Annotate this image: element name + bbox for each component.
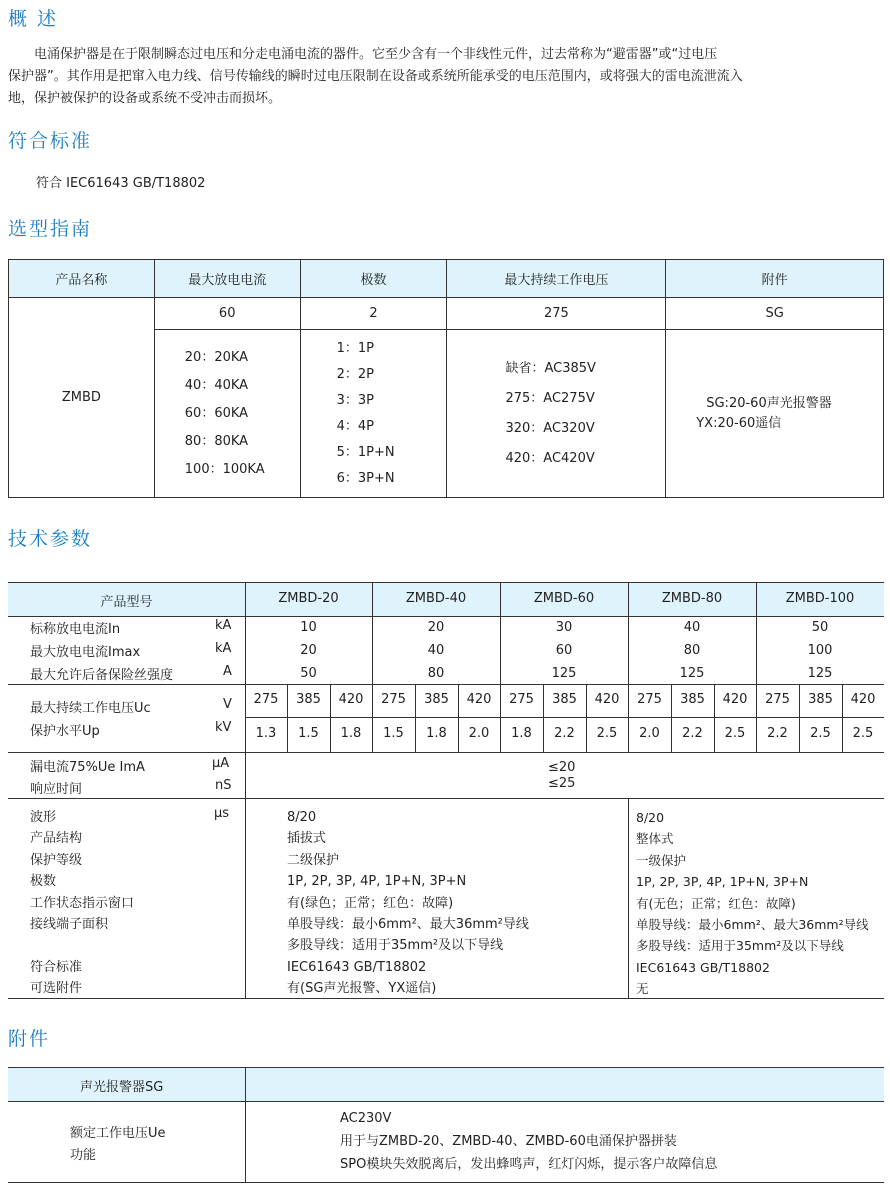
up-value: 2.5 (724, 726, 746, 741)
up-value: 2.0 (468, 726, 490, 741)
up-value: 2.2 (554, 726, 575, 741)
uc-value: 385 (424, 692, 449, 707)
uc-value: 385 (680, 692, 705, 707)
voltage-option: 缺省：AC385V (505, 360, 596, 376)
pole-option: 5：1P+N (336, 444, 395, 460)
voltage-option: 275：AC275V (505, 390, 595, 406)
feature-right: 整体式 (636, 831, 674, 847)
current-option: 100：100KA (184, 461, 265, 477)
resp-value: ≤25 (548, 776, 576, 791)
tech-line (8, 616, 884, 617)
resp-unit: nS (215, 778, 232, 793)
feature-left: 有(绿色；正常；红色：故障) (287, 895, 454, 911)
param-value: 125 (807, 666, 833, 681)
pole-option: 1：1P (336, 340, 375, 356)
param-name: 标称放电电流In (30, 622, 121, 637)
selection-current-options (154, 330, 300, 498)
param-value: 125 (551, 666, 577, 681)
feature-left: 多股导线：适用于35mm²及以下导线 (287, 938, 504, 954)
param-unit: A (223, 664, 232, 679)
overview-line-1: 电涌保护器是在于限制瞬态过电压和分走电涌电流的器件。它至少含有一个非线性元件，过去常称为“避雷器”或“过电压 (34, 47, 718, 62)
param-unit: kA (215, 641, 232, 656)
accessory-lines (340, 1107, 717, 1176)
param-value: 60 (555, 643, 573, 658)
selection-code-current: 60 (154, 298, 300, 330)
feature-left: 1P, 2P, 3P, 4P, 1P+N, 3P+N (287, 874, 467, 890)
up-value: 1.8 (340, 726, 362, 741)
leak-unit: μA (212, 756, 230, 771)
uc-value: 275 (509, 692, 534, 707)
voltage-option: 420：AC420V (505, 450, 595, 466)
param-value: 50 (300, 666, 317, 681)
selection-table (8, 259, 884, 498)
uc-unit: V (223, 697, 232, 712)
up-value: 1.5 (298, 726, 319, 741)
accessory-line-text: 用于与ZMBD-20、ZMBD-40、ZMBD-60电涌保护器拼装 (340, 1134, 677, 1149)
feature-name: 接线端子面积 (30, 917, 109, 933)
selection-code-poles: 2 (300, 298, 447, 330)
feature-left: 二级保护 (287, 852, 340, 868)
waveform-unit: μs (214, 806, 230, 821)
selection-code-row (9, 298, 884, 330)
up-value: 2.0 (639, 726, 660, 741)
up-value: 2.2 (767, 726, 788, 741)
feature-right: 1P, 2P, 3P, 4P, 1P+N, 3P+N (636, 874, 809, 890)
selection-product: ZMBD (9, 298, 155, 498)
feature-name (30, 935, 134, 956)
selection-voltage-options (447, 330, 666, 498)
current-option: 60：60KA (184, 405, 249, 421)
pole-option: 3：3P (336, 392, 375, 408)
tech-model-header: 产品型号 (100, 595, 153, 610)
pole-option: 2：2P (336, 366, 375, 382)
feature-right: 多股导线：适用于35mm²及以下导线 (636, 938, 844, 954)
overview-line-3: 地，保护被保护的设备或系统不受冲击而损坏。 (8, 91, 282, 106)
accessory-line-text: AC230V (340, 1111, 392, 1126)
accessory-line (8, 1182, 884, 1183)
tech-heading: 技术参数 (8, 528, 93, 550)
accessory-label: 额定工作电压Ue (70, 1126, 166, 1141)
up-value: 1.3 (255, 726, 277, 741)
standard-heading: 符合标准 (8, 130, 93, 152)
param-name: 最大放电电流Imax (30, 645, 141, 660)
feature-names (30, 807, 134, 1000)
uc-value: 275 (637, 692, 662, 707)
accessory-line-text: SPO模块失效脱离后，发出蜂鸣声，红灯闪烁，提示客户故障信息 (340, 1157, 718, 1172)
uc-value: 420 (466, 692, 492, 707)
leak-name: 漏电流75%Ue ImA (30, 760, 145, 775)
uc-value: 275 (381, 692, 406, 707)
selection-code-accessory: SG (666, 298, 884, 330)
tech-model-5: ZMBD-100 (785, 591, 855, 606)
feature-name: 波形 (30, 810, 57, 825)
accessory-line (8, 1101, 884, 1102)
tech-model-4: ZMBD-80 (661, 591, 723, 606)
feature-name: 极数 (30, 874, 57, 890)
overview-heading: 概 述 (8, 8, 59, 30)
tech-line (628, 798, 629, 998)
param-value: 30 (555, 620, 573, 635)
up-name: 保护水平Up (30, 724, 100, 739)
up-value: 2.5 (810, 726, 831, 741)
resp-name: 响应时间 (30, 782, 83, 797)
current-option: 80：80KA (184, 433, 249, 449)
selection-accessory-options (666, 330, 884, 498)
uc-value: 385 (552, 692, 577, 707)
feature-name: 保护等级 (30, 852, 83, 868)
param-unit: kA (215, 618, 232, 633)
selection-header-row (9, 260, 884, 298)
feature-left: 8/20 (287, 810, 317, 825)
up-value: 1.8 (511, 726, 532, 741)
selection-header-voltage: 最大持续工作电压 (447, 260, 666, 298)
uc-value: 420 (594, 692, 620, 707)
selection-header-accessory: 附件 (666, 260, 884, 298)
tech-line (245, 717, 884, 718)
tech-line (8, 798, 884, 799)
param-value: 100 (807, 643, 833, 658)
uc-value: 385 (296, 692, 321, 707)
feature-right: 有(无色；正常；红色：故障) (636, 895, 796, 911)
accessory-line (245, 1067, 246, 1182)
param-value: 125 (679, 666, 705, 681)
accessory-heading: 附件 (8, 1028, 51, 1050)
up-value: 2.2 (682, 726, 703, 741)
param-value: 20 (300, 643, 317, 658)
tech-line (8, 752, 884, 753)
uc-value: 275 (765, 692, 790, 707)
uc-value: 420 (338, 692, 364, 707)
param-value: 80 (683, 643, 701, 658)
feature-right: 单股导线：最小6mm²、最大36mm²导线 (636, 917, 869, 933)
feature-left: 单股导线：最小6mm²、最大36mm²导线 (287, 917, 529, 933)
selection-header-poles: 极数 (300, 260, 447, 298)
selection-pole-options (300, 330, 447, 498)
param-value: 50 (811, 620, 829, 635)
uc-value: 420 (722, 692, 748, 707)
accessory-option: YX:20-60遥信 (696, 415, 782, 431)
accessory-labels (70, 1123, 166, 1167)
current-option: 20：20KA (184, 349, 249, 365)
up-value: 1.5 (383, 726, 404, 741)
features-right (636, 807, 869, 1000)
feature-name: 产品结构 (30, 831, 83, 847)
standard-text: 符合 IEC61643 GB/T18802 (36, 176, 206, 191)
up-value: 2.5 (852, 726, 874, 741)
param-value: 20 (427, 620, 445, 635)
up-unit: kV (215, 720, 232, 735)
feature-right: 8/20 (636, 810, 665, 825)
pole-option: 6：3P+N (336, 470, 395, 486)
uc-value: 385 (808, 692, 833, 707)
up-value: 1.8 (426, 726, 447, 741)
feature-left: IEC61643 GB/T18802 (287, 959, 427, 975)
feature-right: 一级保护 (636, 852, 687, 868)
feature-left: 插拔式 (287, 831, 327, 847)
param-name: 最大允许后备保险丝强度 (30, 668, 174, 683)
param-value: 40 (427, 643, 445, 658)
overview-line-2: 保护器”。其作用是把窜入电力线、信号传输线的瞬时过电压限制在设备或系统所能承受的电压范围内，或将强大的雷电流泄流入 (8, 69, 743, 84)
feature-name: 符合标准 (30, 959, 83, 975)
param-value: 10 (300, 620, 317, 635)
selection-code-voltage: 275 (447, 298, 666, 330)
selection-header-current: 最大放电电流 (154, 260, 300, 298)
feature-name: 可选附件 (30, 981, 83, 997)
uc-name: 最大持续工作电压Uc (30, 701, 151, 716)
accessory-option: SG:20-60声光报警器 (706, 395, 832, 411)
tech-line (8, 684, 884, 685)
tech-model-1: ZMBD-20 (278, 591, 339, 606)
feature-name: 工作状态指示窗口 (30, 895, 135, 911)
feature-left: 有(SG声光报警、YX遥信) (287, 981, 437, 997)
tech-model-3: ZMBD-60 (533, 591, 595, 606)
param-value: 80 (427, 666, 445, 681)
voltage-option: 320：AC320V (505, 420, 595, 436)
selection-header-product: 产品名称 (9, 260, 155, 298)
leak-value: ≤20 (548, 760, 576, 775)
accessory-line (8, 1067, 884, 1068)
selection-heading: 选型指南 (8, 218, 93, 240)
features-left (287, 807, 529, 1000)
accessory-header: 声光报警器SG (80, 1080, 164, 1095)
feature-right: 无 (636, 981, 649, 997)
feature-right: IEC61643 GB/T18802 (636, 959, 770, 975)
accessory-label: 功能 (70, 1148, 97, 1163)
pole-option: 4：4P (336, 418, 375, 434)
uc-value: 420 (850, 692, 876, 707)
param-value: 40 (683, 620, 701, 635)
tech-line (8, 582, 884, 583)
up-value: 2.5 (596, 726, 618, 741)
tech-model-2: ZMBD-40 (405, 591, 467, 606)
current-option: 40：40KA (184, 377, 249, 393)
uc-value: 275 (253, 692, 279, 707)
overview-paragraph (8, 44, 884, 110)
